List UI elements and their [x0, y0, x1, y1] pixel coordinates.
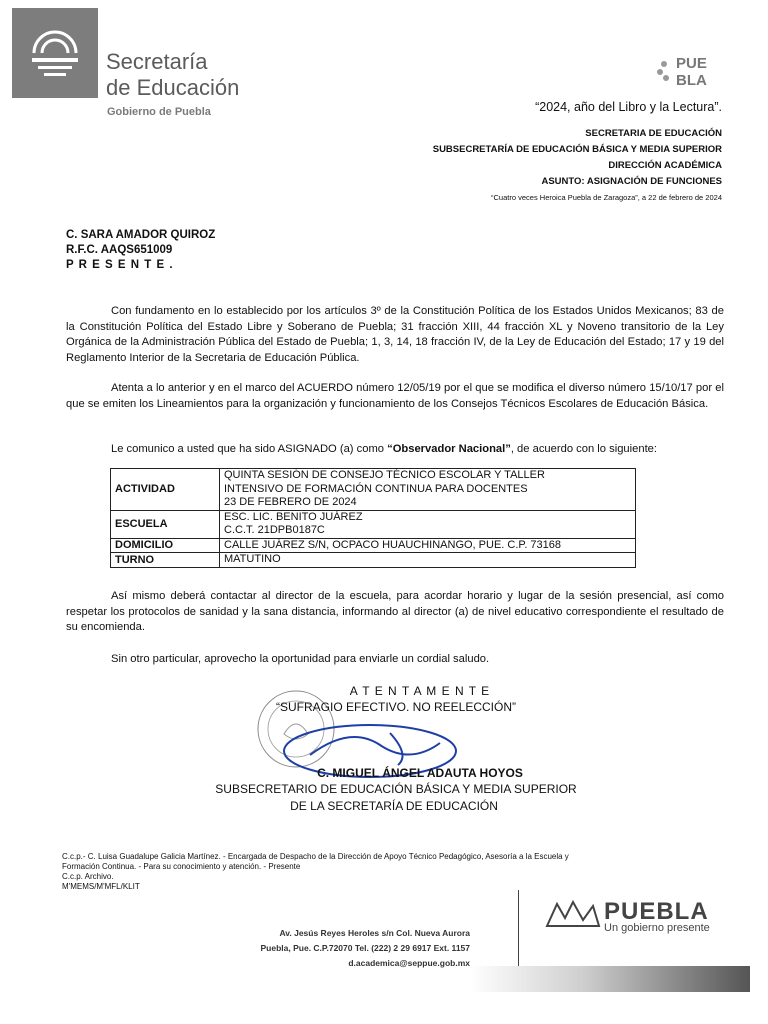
puebla-emblem-icon: [543, 896, 603, 932]
paragraph-asignacion: Le comunico a usted que ha sido ASIGNADO (a) como “Observador Nacional”, de acuerdo con lo siguiente:: [111, 443, 658, 455]
ccp-line1: C.c.p.- C. Luisa Guadalupe Galicia Martínez. - Encargada de Despacho de la Dirección de Apoyo Técnico Pedagógico, Asesoría a la Escuela y: [62, 852, 569, 861]
footer-address-line2: Puebla, Pue. C.P.72070 Tel. (222) 2 29 6917 Ext. 1157: [260, 943, 470, 953]
signer-title-line2: DE LA SECRETARÍA DE EDUCACIÓN: [290, 799, 498, 813]
paragraph-contacto: Así mismo deberá contactar al director de la escuela, para acordar horario y lugar de la sesión presencial, así como respetar los protocolos de sanidad y la sana distancia, informando al director (a) de nivel educativo correspondiente el resultado de su encomienda.: [66, 590, 724, 634]
signer-title-line1: SUBSECRETARIO DE EDUCACIÓN BÁSICA Y MEDIA SUPERIOR: [215, 782, 577, 796]
header-asunto: ASUNTO: ASIGNACIÓN DE FUNCIONES: [541, 176, 722, 187]
ccp-line2: Formación Continua. - Para su conocimiento y atención. - Presente: [62, 862, 301, 871]
paragraph-saludo: Sin otro particular, aprovecho la oportunidad para enviarle un cordial saludo.: [111, 653, 490, 665]
row-label-domicilio: DOMICILIO: [111, 538, 220, 553]
footer-divider: [518, 890, 519, 972]
table-row: [111, 538, 636, 553]
table-row: [111, 510, 636, 538]
logo-subtitle: Gobierno de Puebla: [107, 106, 211, 118]
row-value-escuela: ESC. LIC. BENITO JUÁREZ C.C.T. 21DPB0187C: [220, 510, 636, 538]
svg-text:PUE: PUE: [676, 55, 707, 72]
row-label-actividad: ACTIVIDAD: [111, 469, 220, 511]
row-value-turno: MATUTINO: [220, 553, 636, 568]
addressee-presente: P R E S E N T E .: [66, 259, 174, 271]
ccp-initials: M'MEMS/M'MFL/KLIT: [62, 882, 140, 891]
logo-title-line1: Secretaría: [106, 49, 208, 74]
addressee-name: C. SARA AMADOR QUIROZ: [66, 229, 216, 241]
table-row: [111, 553, 636, 568]
header-subsecretaria: SUBSECRETARÍA DE EDUCACIÓN BÁSICA Y MEDIA SUPERIOR: [432, 144, 722, 155]
puebla-logo-icon: [656, 52, 716, 88]
row-label-turno: TURNO: [111, 553, 220, 568]
header-secretaria: SECRETARIA DE EDUCACIÓN: [585, 128, 722, 139]
footer-brand: [604, 898, 710, 934]
atentamente: A T E N T A M E N T E: [349, 684, 491, 698]
paragraph-fundamento: Con fundamento en lo establecido por los artículos 3º de la Constitución Política de los Estados Unidos Mexicanos; 83 de la Constitución Política del Estado Libre y Soberano de Puebla; 31 fracción XIII, 44 fracción XL y Noveno transitorio de la Ley Orgánica de la Administración Pública del Estado de Puebla; 1, 3, 14, 18 fracción IV, de la Ley de Educación del Estado; 17 y 19 del Reglamento Interior de la Secretaria de Educación Pública.: [66, 305, 724, 364]
assignment-table: [110, 468, 636, 568]
row-value-actividad: QUINTA SESIÓN DE CONSEJO TÉCNICO ESCOLAR Y TALLER INTENSIVO DE FORMACIÓN CONTINUA PARA DOCENTES 23 DE FEBRERO DE 2024: [220, 469, 636, 511]
footer-bar: [470, 966, 750, 992]
svg-text:BLA: BLA: [676, 72, 707, 88]
ccp-line3: C.c.p. Archivo.: [62, 872, 114, 881]
year-motto: “2024, año del Libro y la Lectura”.: [535, 100, 722, 114]
date-line: “Cuatro veces Heroica Puebla de Zaragoza”, a 22 de febrero de 2024: [491, 193, 722, 202]
paragraph-acuerdo: Atenta a lo anterior y en el marco del ACUERDO número 12/05/19 por el que se modifica el diverso número 15/10/17 por el que se emiten los Lineamientos para la organización y funcionamiento de los Consejos Técnicos Escolares de Educación Básica.: [66, 382, 724, 410]
footer-email: d.academica@seppue.gob.mx: [348, 958, 470, 968]
footer-address-line1: Av. Jesús Reyes Heroles s/n Col. Nueva Aurora: [279, 928, 470, 938]
signer-name: C. MIGUEL ÁNGEL ADAUTA HOYOS: [317, 766, 523, 780]
header-direccion: DIRECCIÓN ACADÉMICA: [608, 160, 722, 171]
table-row: [111, 469, 636, 511]
addressee-rfc: R.F.C. AAQS651009: [66, 244, 173, 256]
row-value-domicilio: CALLE JUÁREZ S/N, OCPACO HUAUCHINANGO, PUE. C.P. 73168: [220, 538, 636, 553]
secretaria-logo-icon: [12, 8, 98, 98]
signature-motto: “SUFRAGIO EFECTIVO. NO REELECCIÓN”: [275, 700, 517, 714]
footer-brand-sub: Un gobierno presente: [604, 922, 710, 934]
footer-brand-title: PUEBLA: [604, 898, 709, 925]
row-label-escuela: ESCUELA: [111, 510, 220, 538]
logo-title-line2: de Educación: [106, 75, 240, 100]
